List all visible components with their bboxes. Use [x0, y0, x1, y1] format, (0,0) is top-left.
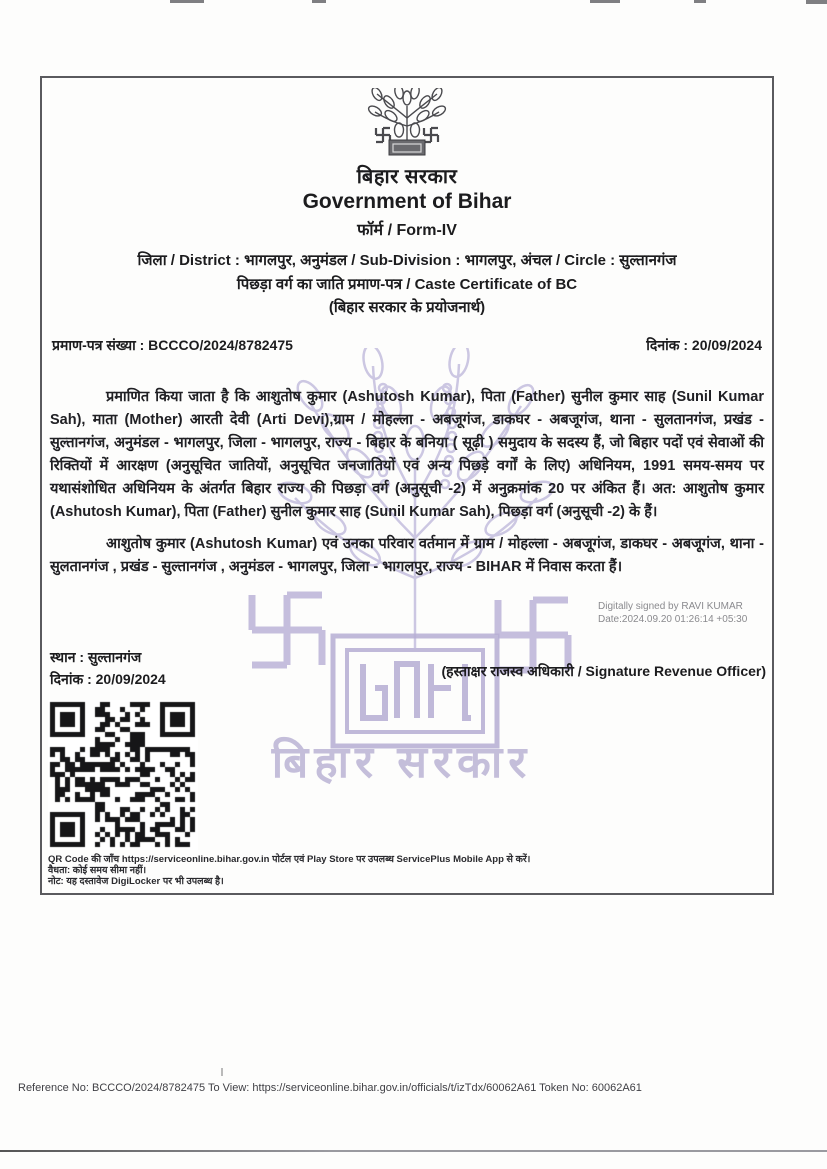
- scan-bottom-edge: [0, 1150, 827, 1152]
- sign-date-line: दिनांक : 20/09/2024: [50, 671, 166, 687]
- watermark-text: बिहार सरकार: [271, 738, 533, 787]
- reference-token-line: Reference No: BCCCO/2024/8782475 To View: https://serviceonline.bihar.gov.in/officials/t/izTdx/60062A61 Token No: 60062A61: [18, 1082, 642, 1094]
- gov-title-hindi: बिहार सरकार: [356, 166, 458, 188]
- bihar-emblem-icon: [347, 88, 467, 160]
- certificate-frame: [40, 76, 774, 895]
- certificate-date: दिनांक : 20/09/2024: [646, 337, 762, 353]
- scan-artifact: [590, 0, 620, 3]
- form-number: फॉर्म / Form-IV: [357, 222, 457, 239]
- swastika-icon: [424, 128, 438, 142]
- scan-artifact: [312, 0, 326, 3]
- verification-qr-code: [48, 700, 198, 850]
- scan-artifact: [806, 0, 827, 4]
- digital-signature-line1: Digitally signed by RAVI KUMAR: [598, 601, 743, 612]
- emblem-plaque: [389, 140, 425, 155]
- certificate-body-paragraph-2: आशुतोष कुमार (Ashutosh Kumar) एवं उनका परिवार वर्तमान में ग्राम / मोहल्ला - अबजूगंज, डाकघर - अबजूगंज, थाना - सुलतानगंज , प्रखंड - सुल्तानगंज , अनुमंडल - भागलपुर, जिला - भागलपुर, राज्य - BIHAR में निवास करता हैं।: [50, 536, 764, 575]
- revenue-officer-signature-label: (हस्ताक्षर राजस्व अधिकारी / Signature Revenue Officer): [441, 663, 766, 679]
- purpose-line: (बिहार सरकार के प्रयोजनार्थ): [328, 299, 486, 316]
- place-line: स्थान : सुल्तानगंज: [50, 649, 142, 665]
- gov-title-english: Government of Bihar: [302, 190, 512, 213]
- swastika-icon: [376, 128, 390, 142]
- certificate-type-line: पिछड़ा वर्ग का जाति प्रमाण-पत्र / Caste Certificate of BC: [236, 276, 578, 293]
- district-subdivision-circle-line: जिला / District : भागलपुर, अनुमंडल / Sub-Division : भागलपुर, अंचल / Circle : सुल्तानगंज: [137, 252, 677, 269]
- footer-notes: [48, 854, 764, 887]
- digital-signature-stamp: [598, 600, 747, 626]
- scan-artifact: [694, 0, 706, 3]
- digital-signature-line2: Date:2024.09.20 01:26:14 +05:30: [598, 614, 748, 625]
- scan-artifact: [221, 1068, 223, 1076]
- digilocker-note: नोट: यह दस्तावेज DigiLocker पर भी उपलब्ध है।: [48, 876, 224, 887]
- certificate-number: प्रमाण-पत्र संख्या : BCCCO/2024/8782475: [52, 337, 293, 353]
- qr-check-note: QR Code की जाँच https://serviceonline.bihar.gov.in पोर्टल एवं Play Store पर उपलब्ध ServicePlus Mobile App से करें।: [48, 854, 531, 865]
- certificate-body-paragraph-1: प्रमाणित किया जाता है कि आशुतोष कुमार (Ashutosh Kumar), पिता (Father) सुनील कुमार साह (Sunil Kumar Sah), माता (Mother) आरती देवी (Arti Devi),ग्राम / मोहल्ला - अबजूगंज, डाकघर - अबजूगंज, थाना - सुलतानगंज, प्रखंड - सुल्तानगंज, अनुमंडल - भागलपुर, जिला - भागलपुर, राज्य - बिहार के बनिया ( सूढ़ी ) समुदाय के सदस्य हैं, जो बिहार पदों एवं सेवाओं की रिक्तियों में आरक्षण (अनुसूचित जातियों, अनुसूचित जनजातियों एवं अन्य पिछड़े वर्गों के लिए) अधिनियम, 1991 समय-समय पर यथासंशोधित अधिनियम के अंतर्गत बिहार राज्य की पिछड़ा वर्ग (अनुसूची -2) में अनुक्रमांक 20 पर अंकित हैं। अत: आशुतोष कुमार (Ashutosh Kumar), पिता (Father) सुनील कुमार साह (Sunil Kumar Sah), पिछड़ा वर्ग (अनुसूची -2) के हैं।: [50, 389, 764, 520]
- validity-note: वैधता: कोई समय सीमा नहीं।: [48, 865, 147, 876]
- scan-artifact: [170, 0, 204, 3]
